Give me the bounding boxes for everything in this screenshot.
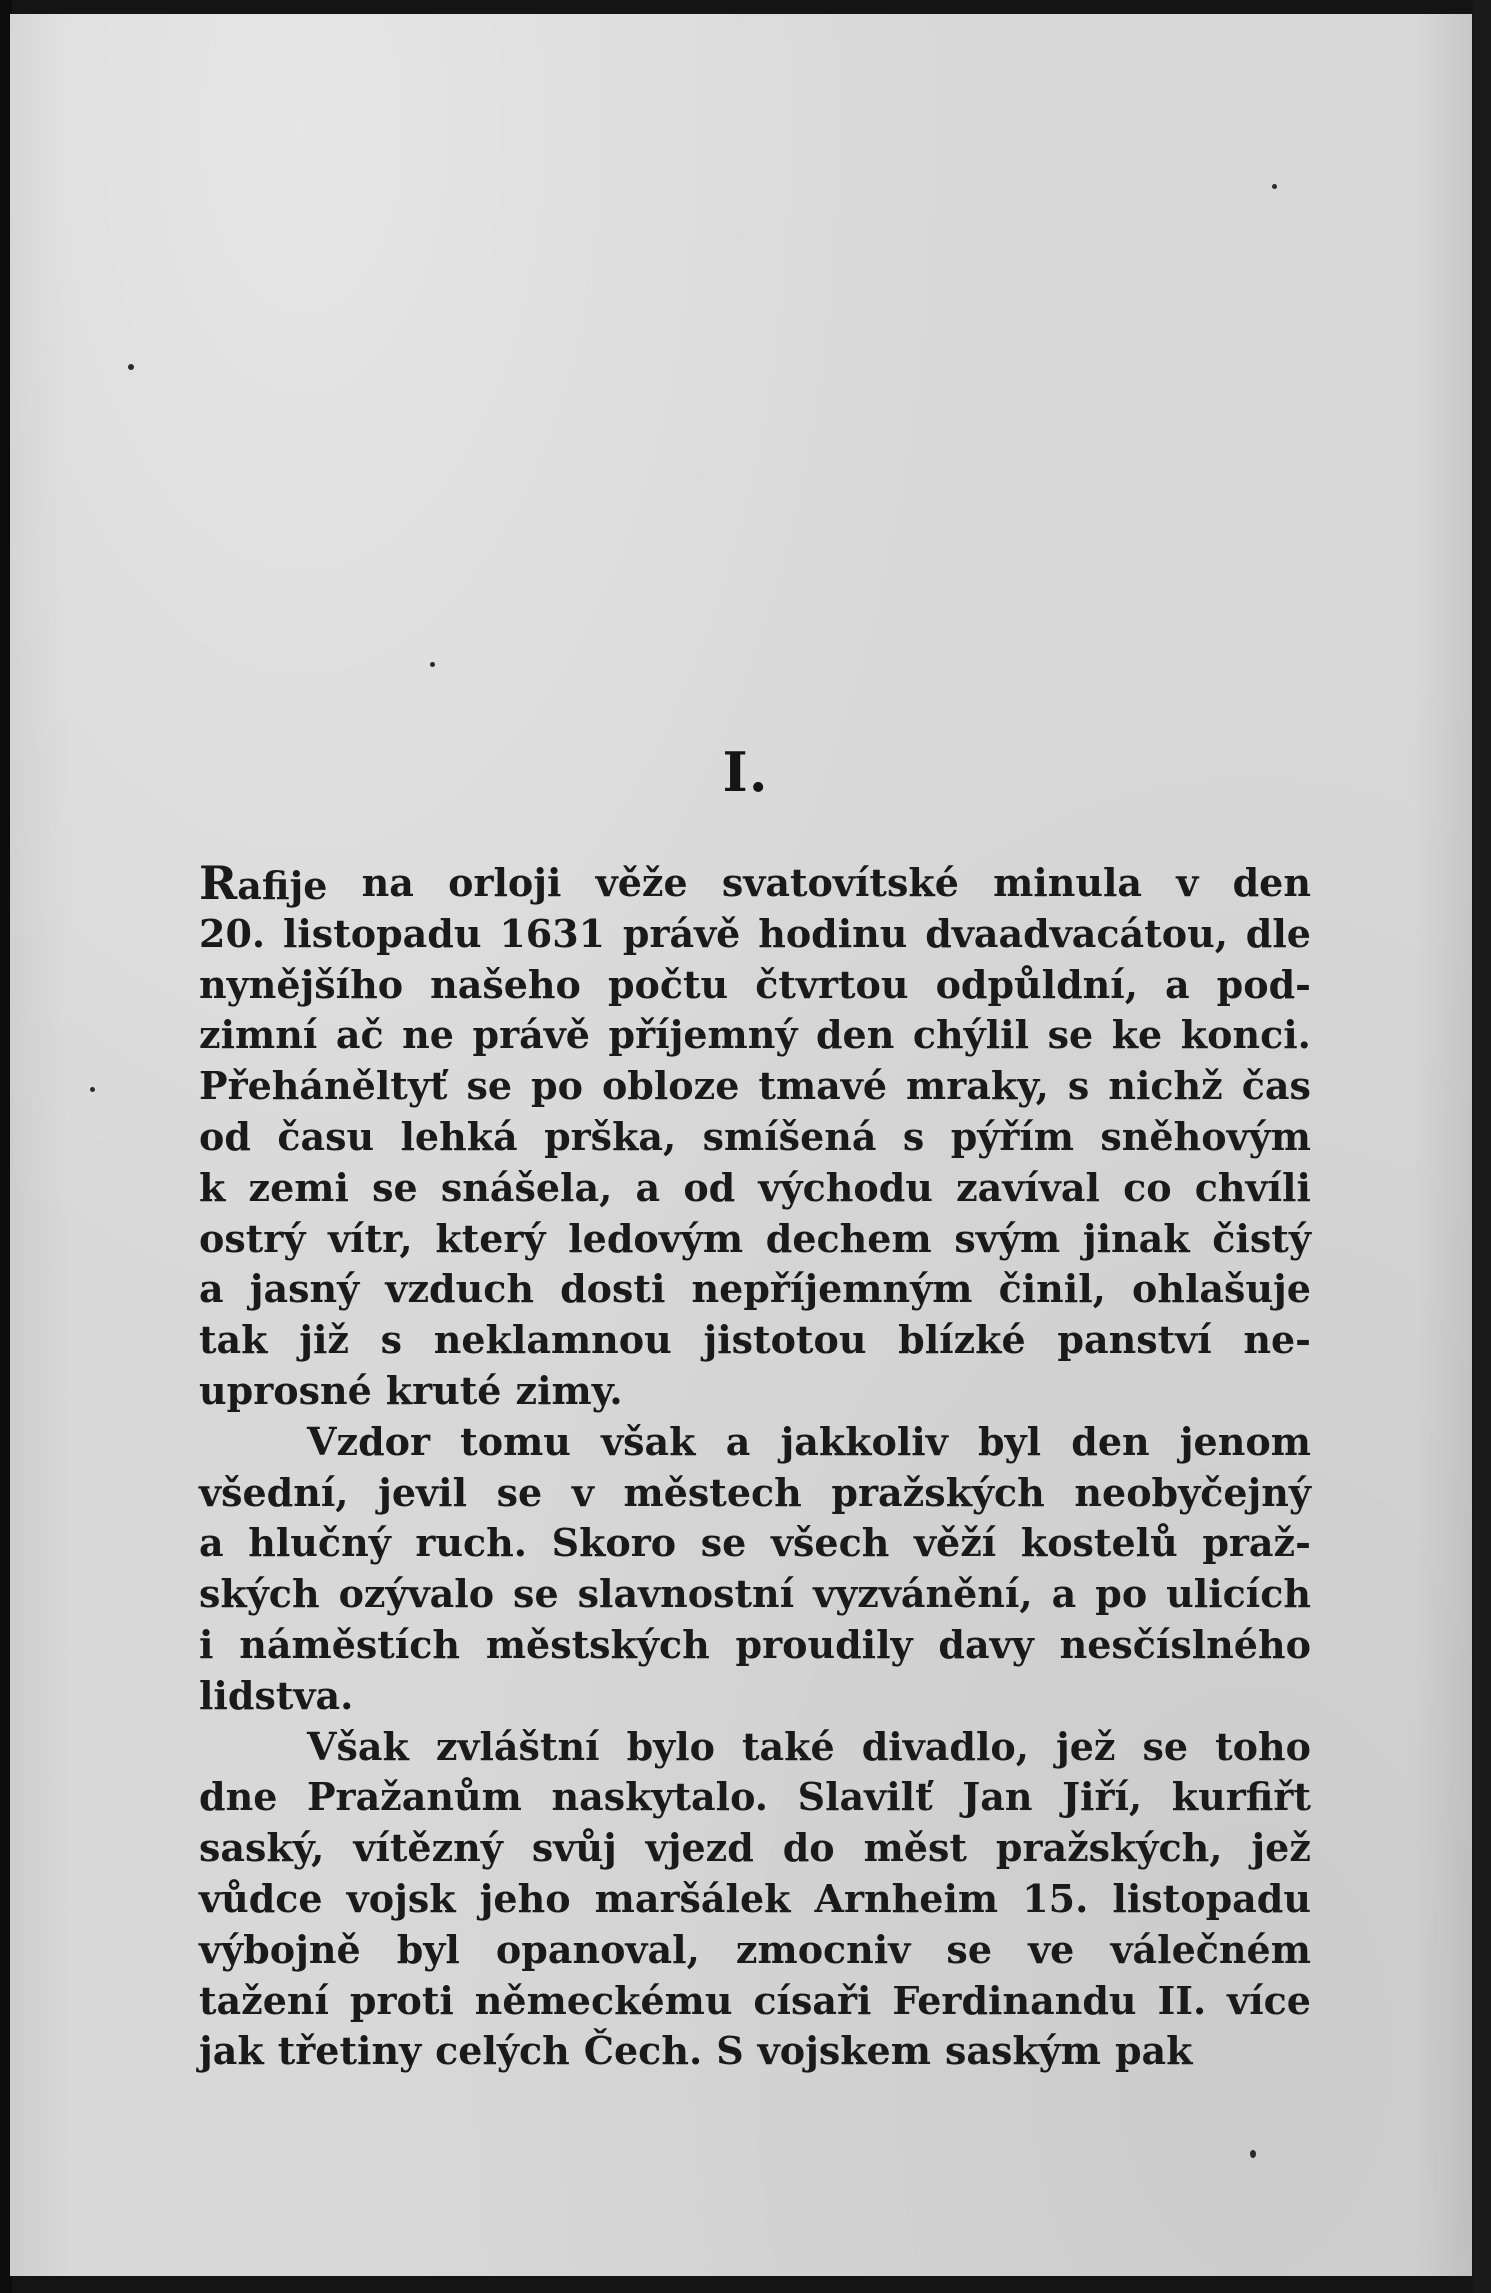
word: čistý [1212,1215,1311,1261]
word: ulicích [1166,1571,1311,1617]
word: po [1095,1571,1148,1617]
text-line [199,1925,1311,1976]
word: ledovým [568,1215,744,1261]
word: tmavé [758,1063,888,1109]
word: kurfiřt [1171,1774,1311,1820]
word: se [946,1926,992,1972]
text-line [199,1874,1311,1925]
word: věže [595,860,688,905]
word: čtvrtou [755,961,909,1007]
word: 1631 [499,910,606,956]
word: jevil [378,1469,468,1515]
text-line [199,1518,1311,1569]
word: počtu [607,961,729,1007]
word: vojskem [757,2028,931,2074]
word: jež [1251,1825,1311,1871]
word: vzduch [385,1266,534,1312]
word: obloze [601,1063,740,1109]
word: nynějšího [199,961,404,1007]
word: který [435,1215,546,1261]
word: času [277,1113,375,1159]
paper-fleck [430,662,435,667]
word: k [199,1164,226,1210]
word: všední, [199,1469,349,1515]
word: svým [954,1215,1061,1261]
word: mraky, [906,1063,1049,1109]
word: s [1067,1063,1090,1109]
chapter-number: I. [722,740,769,804]
chapter-text [199,858,1311,2077]
word: divadlo, [861,1723,1029,1769]
word: praž- [1202,1520,1311,1566]
text-line [199,1366,1311,1417]
word: jeho [479,1875,571,1921]
word: pod- [1216,961,1311,1007]
word: opanoval, [495,1926,700,1972]
text-line [199,1620,1311,1671]
word: Čech. [583,2028,703,2074]
word: blízké [898,1317,1026,1363]
word: den [1232,860,1311,905]
word: bylo [626,1723,715,1769]
word: zimní [199,1012,318,1058]
word: v [571,1469,594,1515]
word: proudily [735,1621,913,1667]
word: neklamnou [433,1317,672,1363]
word: celých [435,2028,570,2074]
word: dne [199,1774,278,1820]
text-line [199,1112,1311,1163]
word: a [199,1520,224,1566]
word: s [380,1317,403,1363]
word: jež [1055,1723,1116,1769]
word: náměstích [239,1621,461,1667]
word: zemi [248,1164,349,1210]
word: svůj [531,1825,617,1871]
word: ve [1028,1926,1075,1972]
word: davy [938,1621,1034,1667]
word: činil, [998,1266,1106,1312]
word: 20. [199,910,266,956]
word: zimy. [515,1367,623,1413]
word: listopadu [1112,1875,1311,1921]
text-line [199,1163,1311,1214]
word: i [199,1621,214,1667]
word: právě [622,910,741,956]
word: S [716,2028,744,2074]
word: Slavilť [797,1774,933,1820]
word: maršálek [594,1875,791,1921]
word: více [1227,1977,1311,2023]
word: toho [1215,1723,1311,1769]
word: smíšená [702,1113,877,1159]
word: a [1051,1571,1077,1617]
word: a [1165,961,1190,1007]
word: kostelů [1020,1520,1178,1566]
word: se [496,1469,543,1515]
word: měst [863,1825,967,1871]
word: výbojně [199,1926,361,1972]
word: byl [977,1418,1042,1464]
word: hlučný [248,1520,391,1566]
word: jinak [1082,1215,1190,1261]
word: se [1047,1012,1094,1058]
paper-fleck [1272,184,1277,189]
word: již [299,1317,349,1363]
paper-fleck [128,364,134,370]
word: tak [199,1317,268,1363]
word: den [1071,1418,1150,1464]
word: městských [485,1621,710,1667]
paper-fleck [1250,2150,1256,2158]
word: ne [402,1012,454,1058]
word: vojsk [346,1875,456,1921]
word: a [725,1418,751,1464]
text-line [199,1976,1311,2027]
word: dle [1245,910,1311,956]
text-line [199,1468,1311,1519]
word: ohlašuje [1132,1266,1311,1312]
word: po [531,1063,583,1109]
text-line [199,1010,1311,1061]
word: městech [623,1469,802,1515]
word: se [466,1063,513,1109]
word: všech [770,1520,890,1566]
word: neobyčejný [1074,1469,1311,1515]
word: vítr, [328,1215,413,1261]
word: svatovítské [721,860,959,905]
word: dosti [560,1266,666,1312]
text-line [199,1417,1311,1468]
word: saský, [199,1825,325,1871]
text-line [199,2026,1311,2077]
word: II. [1157,1977,1207,2023]
word: chvíli [1194,1164,1311,1210]
word: listopadu [282,910,482,956]
word: naskytalo. [551,1774,769,1820]
word: kruté [385,1367,502,1413]
word: panství [1057,1317,1212,1363]
word: se [372,1164,418,1210]
word: se [700,1520,747,1566]
word: odpůldní, [935,961,1138,1007]
word: ozývalo [338,1571,495,1617]
word: Jiří, [1062,1774,1143,1820]
word: slavnostní [577,1571,795,1617]
text-line [199,1061,1311,1112]
word: ne- [1243,1317,1311,1363]
word: sněhovým [1100,1113,1311,1159]
word: se [513,1571,559,1617]
word: vítězný [353,1825,503,1871]
word: ač [335,1012,384,1058]
word: císaři [753,1977,872,2023]
word: zmocniv [735,1926,911,1972]
text-line [199,858,1311,909]
word: pražských, [995,1825,1223,1871]
word: Pražanům [306,1774,522,1820]
word: východu [758,1164,933,1210]
word: ruch. [415,1520,528,1566]
word: se [1142,1723,1189,1769]
word: lidstva. [199,1672,354,1718]
word: proti [349,1977,454,2023]
word: minula [993,860,1143,905]
text-line [199,960,1311,1011]
word: zvláštní [435,1723,600,1769]
word: pýřím [950,1113,1075,1159]
word: třetiny [277,2028,422,2074]
word: nichž [1108,1063,1223,1109]
word: prška, [544,1113,677,1159]
word: Rafije [199,856,328,910]
word: snášela, [440,1164,613,1210]
word: byl [396,1926,460,1972]
text-line [199,1569,1311,1620]
word: zavíval [956,1164,1100,1210]
word: uprosné [199,1367,372,1413]
word: od [683,1164,736,1210]
word: hodinu [758,910,908,956]
word: tažení [199,1977,329,2023]
text-line [199,1315,1311,1366]
word: vjezd [645,1825,754,1871]
word: pražských [831,1469,1045,1515]
word: s [902,1113,925,1159]
text-line [199,1214,1311,1265]
text-line [199,1671,1311,1722]
word: co [1123,1164,1172,1210]
word: nepříjemným [691,1266,973,1312]
word: ských [199,1571,320,1617]
word: od [199,1113,251,1159]
word: na [361,860,414,905]
word: Skoro [551,1520,677,1566]
word: konci. [1180,1012,1311,1058]
word: čas [1241,1063,1311,1109]
word: Přeháněltyť [199,1063,448,1109]
word: a [199,1266,224,1312]
word: den [815,1012,895,1058]
text-line [199,1722,1311,1773]
text-line [199,909,1311,960]
word: pak [1114,2028,1193,2074]
word: právě [472,1012,590,1058]
word: lehká [400,1113,518,1159]
word: také [742,1723,835,1769]
word: dechem [765,1215,932,1261]
word: válečném [1110,1926,1311,1972]
word: Arnheim [814,1875,999,1921]
paper-fleck [90,1087,95,1092]
text-line [199,1772,1311,1823]
word: dvaadvacátou, [925,910,1228,956]
word: ostrý [199,1215,306,1261]
text-line [199,1264,1311,1315]
word: však [601,1418,696,1464]
word: vyzvánění, [813,1571,1033,1617]
word: orloji [448,860,562,905]
word: německému [474,1977,733,2023]
word: Však [307,1723,409,1769]
scan-right-edge [1473,0,1491,2293]
text-line [199,1823,1311,1874]
word: našeho [430,961,581,1007]
word: a [635,1164,661,1210]
word: Jan [962,1774,1033,1820]
word: jistotou [703,1317,867,1363]
word: tomu [460,1418,571,1464]
word: vůdce [199,1875,323,1921]
word: Ferdinandu [892,1977,1137,2023]
word: chýlil [912,1012,1030,1058]
word: příjemný [608,1012,798,1058]
word: v [1176,860,1199,905]
word: 15. [1022,1875,1089,1921]
word: jenom [1179,1418,1311,1464]
word: do [782,1825,835,1871]
word: jasný [249,1266,360,1312]
word: věží [913,1520,997,1566]
word: Vzdor [307,1418,430,1464]
word: ke [1111,1012,1163,1058]
word: saským [944,2028,1101,2074]
initial-letter: R [199,856,238,910]
word: jakkoliv [780,1418,948,1464]
word: jak [199,2028,264,2074]
word: nesčíslného [1059,1621,1311,1667]
